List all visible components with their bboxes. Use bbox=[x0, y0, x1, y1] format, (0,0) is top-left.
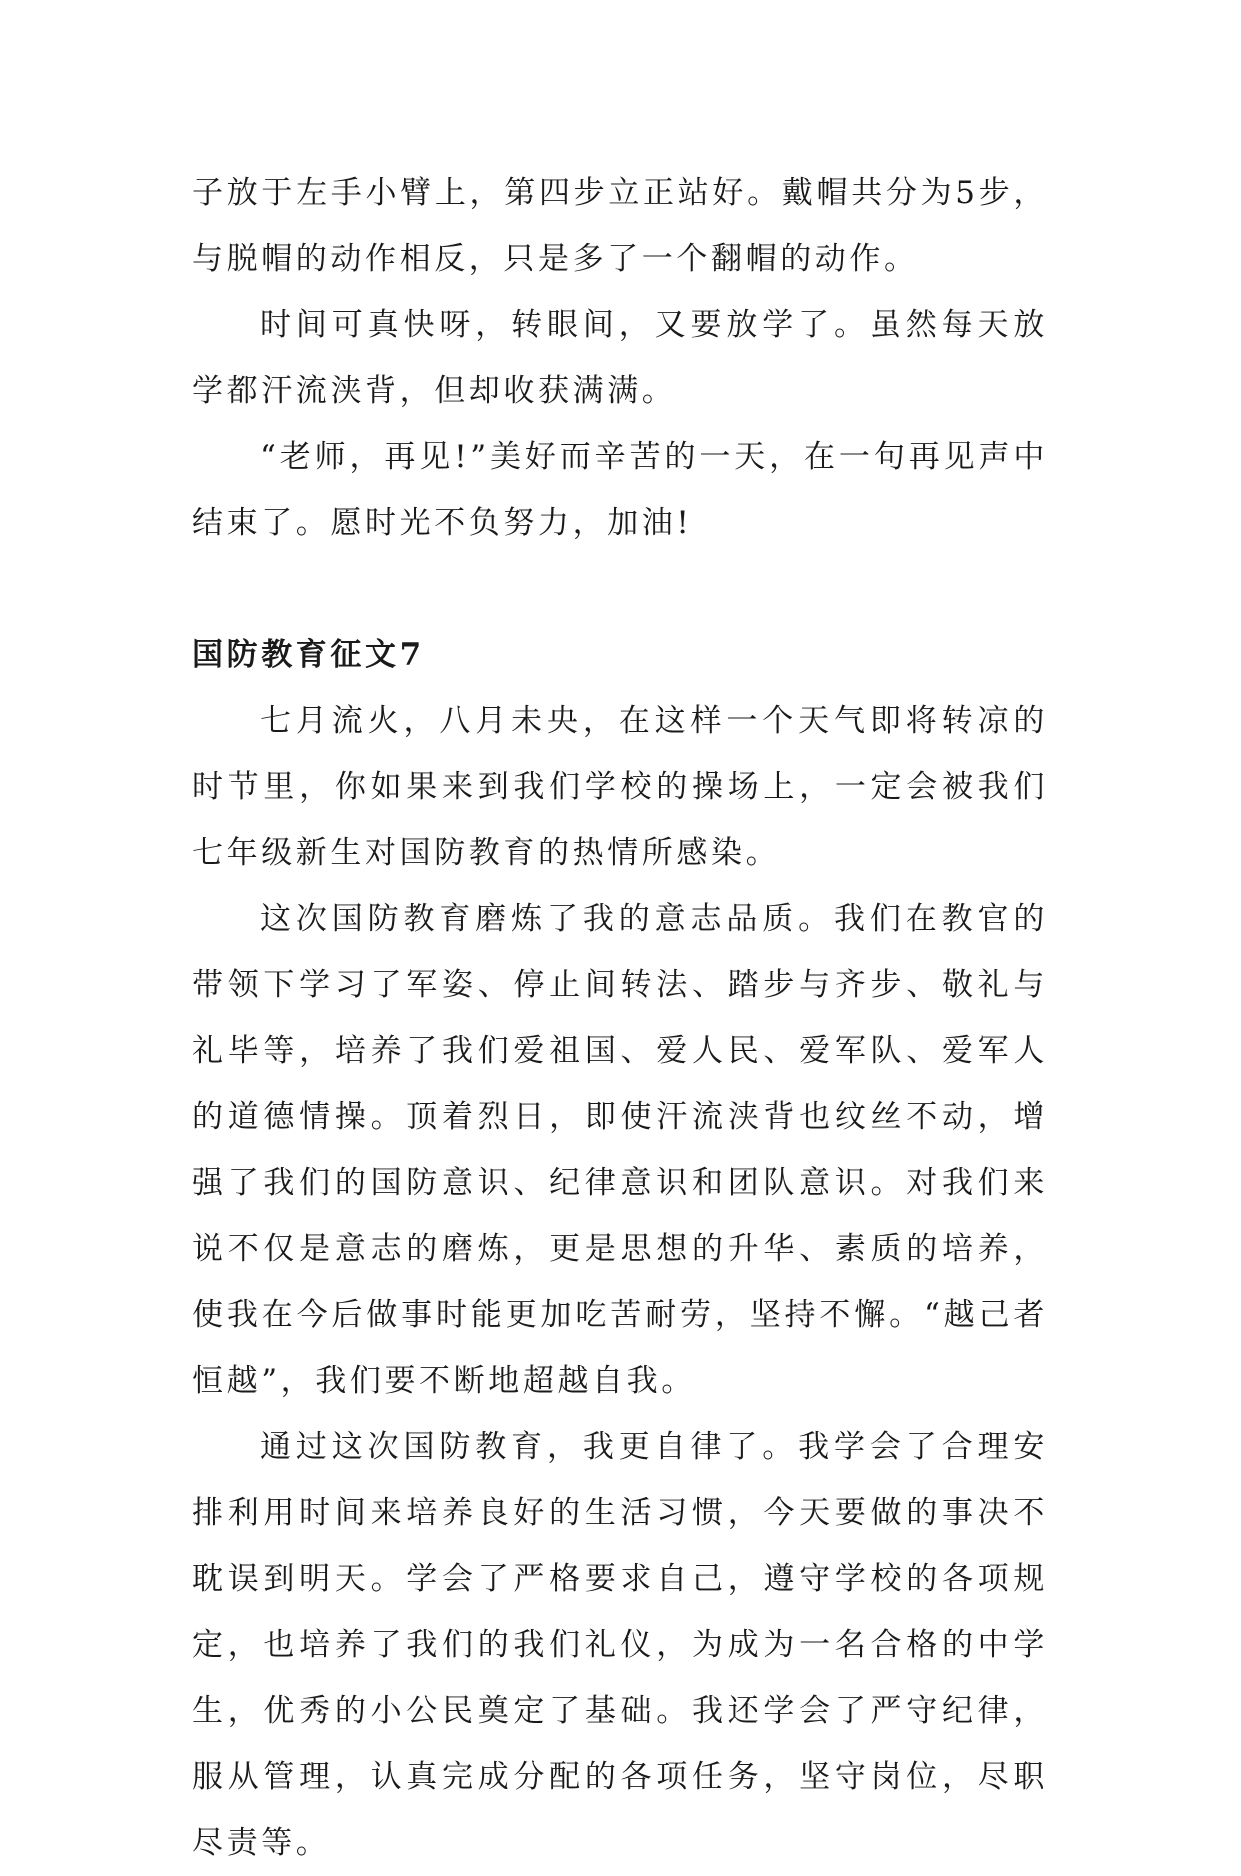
body-paragraph: 子放于左手小臂上，第四步立正站好。戴帽共分为5步，与脱帽的动作相反，只是多了一个翻帽的动作。 bbox=[192, 175, 1048, 277]
body-paragraph: 七月流火，八月未央，在这样一个天气即将转凉的时节里，你如果来到我们学校的操场上，一定会被我们七年级新生对国防教育的热情所感染。 bbox=[192, 703, 1048, 871]
section-title: 国防教育征文7 bbox=[192, 637, 425, 673]
document-page bbox=[192, 160, 1048, 1876]
body-paragraph: 通过这次国防教育，我更自律了。我学会了合理安排利用时间来培养良好的生活习惯，今天要做的事决不耽误到明天。学会了严格要求自己，遵守学校的各项规定，也培养了我们的我们礼仪，为成为一名合格的中学生，优秀的小公民奠定了基础。我还学会了严守纪律，服从管理，认真完成分配的各项任务，坚守岗位，尽职尽责等。 bbox=[192, 1429, 1048, 1861]
section-spacer bbox=[192, 556, 1048, 622]
body-paragraph: “老师，再见!”美好而辛苦的一天，在一句再见声中结束了。愿时光不负努力，加油! bbox=[192, 439, 1048, 541]
body-paragraph: 这次国防教育磨炼了我的意志品质。我们在教官的带领下学习了军姿、停止间转法、踏步与齐步、敬礼与礼毕等，培养了我们爱祖国、爱人民、爱军队、爱军人的道德情操。顶着烈日，即使汗流浃背也纹丝不动，增强了我们的国防意识、纪律意识和团队意识。对我们来说不仅是意志的磨炼，更是思想的升华、素质的培养，使我在今后做事时能更加吃苦耐劳，坚持不懈。“越己者恒越”，我们要不断地超越自我。 bbox=[192, 901, 1048, 1399]
body-paragraph: 时间可真快呀，转眼间，又要放学了。虽然每天放学都汗流浃背，但却收获满满。 bbox=[192, 307, 1048, 409]
